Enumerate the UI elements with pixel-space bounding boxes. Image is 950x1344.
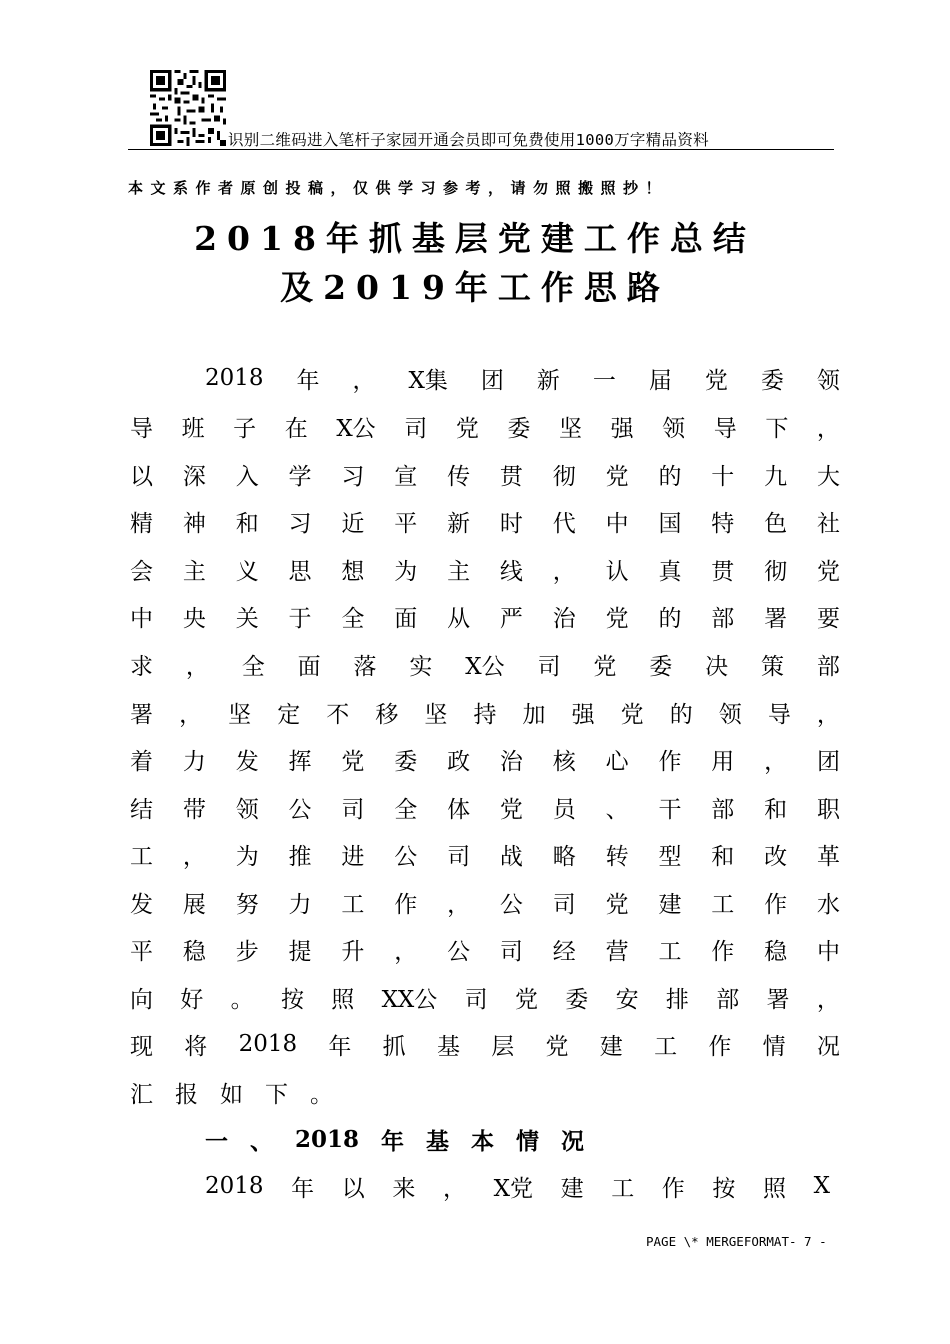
text-token: 改: [764, 843, 788, 870]
body-line: [130, 649, 840, 679]
text-token: 下: [265, 1081, 288, 1108]
text-token: 2018: [238, 1031, 298, 1057]
body-line: [130, 411, 840, 441]
text-token: 十: [711, 463, 735, 490]
body-line: [130, 839, 840, 869]
text-token: 署: [764, 605, 788, 632]
text-token: 近: [341, 510, 365, 537]
text-token: 干: [658, 796, 682, 823]
text-token: X公: [336, 415, 376, 442]
text-token: 照: [331, 986, 355, 1013]
body-line: [205, 1171, 830, 1201]
text-token: 照: [763, 1175, 787, 1202]
text-token: 司: [341, 796, 365, 823]
text-token: 关: [235, 605, 259, 632]
text-token: 求: [130, 653, 153, 680]
text-token: 强: [610, 415, 634, 442]
text-token: 建: [560, 1175, 584, 1202]
text-token: 战: [499, 843, 523, 870]
text-token: 工: [611, 1175, 635, 1202]
text-token: 工: [130, 843, 153, 870]
text-token: 新: [447, 510, 471, 537]
text-token: 领: [662, 415, 686, 442]
text-token: 体: [447, 796, 471, 823]
text-token: 治: [499, 748, 523, 775]
text-token: 主: [447, 558, 471, 585]
text-token: 党: [620, 701, 644, 728]
text-token: ，: [816, 986, 840, 1013]
text-token: 结: [130, 796, 153, 823]
body-line: [130, 982, 840, 1012]
text-token: 学: [288, 463, 312, 490]
text-token: 深: [182, 463, 206, 490]
text-token: 基: [436, 1033, 460, 1060]
text-token: 的: [658, 463, 682, 490]
text-token: 司: [464, 986, 488, 1013]
text-token: 司: [537, 653, 561, 680]
text-token: 和: [764, 796, 788, 823]
text-token: 届: [648, 367, 672, 394]
text-token: 为: [394, 558, 418, 585]
text-token: 署: [766, 986, 790, 1013]
text-token: 党: [341, 748, 365, 775]
text-token: 进: [341, 843, 365, 870]
text-token: 以: [130, 463, 153, 490]
text-token: 宣: [394, 463, 418, 490]
text-token: 安: [615, 986, 639, 1013]
text-token: 习: [341, 463, 365, 490]
text-token: 和: [711, 843, 735, 870]
text-token: 从: [447, 605, 471, 632]
text-token: 公: [447, 938, 471, 965]
text-token: 九: [764, 463, 788, 490]
text-token: 公: [499, 891, 523, 918]
text-token: 汇: [130, 1081, 153, 1108]
text-token: 作: [708, 1033, 732, 1060]
header-rule: [128, 149, 834, 150]
text-token: 党: [605, 605, 629, 632]
body-line: [130, 459, 840, 489]
text-token: XX公: [381, 986, 438, 1013]
text-token: 推: [288, 843, 312, 870]
text-token: 于: [288, 605, 312, 632]
text-token: 公: [394, 843, 418, 870]
text-token: 习: [288, 510, 312, 537]
body-line: [130, 601, 840, 631]
text-token: 色: [764, 510, 788, 537]
text-token: 建: [658, 891, 682, 918]
text-token: 报: [175, 1081, 198, 1108]
text-token: 着: [130, 748, 153, 775]
text-token: 全: [241, 653, 265, 680]
text-token: 年: [296, 367, 320, 394]
text-token: 想: [341, 558, 365, 585]
body-line: [130, 744, 840, 774]
text-token: 委: [649, 653, 673, 680]
text-token: 党: [499, 796, 523, 823]
text-token: 下: [765, 415, 789, 442]
text-token: ，: [816, 701, 840, 728]
text-token: 司: [499, 938, 523, 965]
text-token: 带: [182, 796, 206, 823]
text-token: 全: [394, 796, 418, 823]
text-token: 力: [182, 748, 206, 775]
text-token: 以: [341, 1175, 365, 1202]
text-token: 司: [404, 415, 428, 442]
text-token: 中: [130, 605, 153, 632]
text-token: 会: [130, 558, 153, 585]
text-token: 略: [552, 843, 576, 870]
text-token: 的: [658, 605, 682, 632]
text-token: 员: [552, 796, 576, 823]
text-token: 传: [447, 463, 471, 490]
text-token: 治: [552, 605, 576, 632]
text-token: 转: [605, 843, 629, 870]
text-token: 落: [353, 653, 377, 680]
body-line: [130, 1029, 840, 1059]
body-line: [130, 1077, 355, 1107]
text-token: 和: [235, 510, 259, 537]
text-token: 彻: [552, 463, 576, 490]
text-token: 移: [375, 701, 399, 728]
text-token: 平: [394, 510, 418, 537]
text-token: 导: [130, 415, 153, 442]
text-token: 入: [235, 463, 259, 490]
text-token: 央: [182, 605, 206, 632]
text-token: 党: [605, 463, 629, 490]
page-number-field: PAGE \* MERGEFORMAT- 7 -: [646, 1234, 827, 1249]
copyright-notice: 本文系作者原创投稿，仅供学习参考，请勿照搬照抄！: [128, 179, 669, 197]
text-token: 的: [669, 701, 693, 728]
document-title-line-1: 2018年抓基层党建工作总结: [194, 219, 756, 258]
text-token: 向: [130, 986, 153, 1013]
text-token: 精: [130, 510, 153, 537]
text-token: 年: [381, 1127, 405, 1155]
text-token: 面: [297, 653, 321, 680]
text-token: 班: [181, 415, 205, 442]
text-token: 发: [235, 748, 259, 775]
body-line: [205, 363, 840, 393]
text-token: 决: [705, 653, 729, 680]
text-token: 发: [130, 891, 153, 918]
text-token: 、: [605, 796, 629, 823]
text-token: 政: [447, 748, 471, 775]
text-token: 展: [182, 891, 206, 918]
text-token: 坚: [228, 701, 252, 728]
text-token: 全: [341, 605, 365, 632]
text-token: ，: [185, 653, 209, 680]
text-token: 稳: [764, 938, 788, 965]
text-token: 挥: [288, 748, 312, 775]
text-token: ，: [552, 558, 576, 585]
document-title-line-2: 及2019年工作思路: [280, 268, 670, 307]
text-token: 强: [571, 701, 595, 728]
text-token: 真: [658, 558, 682, 585]
text-token: 面: [394, 605, 418, 632]
text-token: 中: [816, 938, 840, 965]
text-token: 平: [130, 938, 153, 965]
text-token: 工: [711, 891, 735, 918]
text-token: 。: [230, 986, 254, 1013]
text-token: 好: [180, 986, 204, 1013]
text-token: 公: [288, 796, 312, 823]
text-token: 主: [182, 558, 206, 585]
text-token: 神: [182, 510, 206, 537]
text-token: 线: [499, 558, 523, 585]
text-token: 建: [599, 1033, 623, 1060]
text-token: 来: [392, 1175, 416, 1202]
body-line: [130, 887, 840, 917]
text-token: ，: [442, 1175, 466, 1202]
text-token: 部: [716, 986, 740, 1013]
text-token: 年: [291, 1175, 315, 1202]
text-token: X: [813, 1173, 830, 1199]
text-token: 委: [760, 367, 784, 394]
text-token: 中: [605, 510, 629, 537]
text-token: 社: [816, 510, 840, 537]
text-token: 领: [235, 796, 259, 823]
text-token: 基: [426, 1127, 450, 1155]
body-line: [130, 697, 840, 727]
text-token: 稳: [182, 938, 206, 965]
text-token: 国: [658, 510, 682, 537]
text-token: ，: [764, 748, 788, 775]
text-token: 党: [455, 415, 479, 442]
text-token: 况: [816, 1033, 840, 1060]
text-token: 部: [711, 796, 735, 823]
text-token: 作: [394, 891, 418, 918]
text-token: 工: [341, 891, 365, 918]
text-token: 党: [514, 986, 538, 1013]
text-token: 代: [552, 510, 576, 537]
text-token: 司: [447, 843, 471, 870]
body-line: [130, 506, 840, 536]
text-token: 委: [507, 415, 531, 442]
text-token: 排: [665, 986, 689, 1013]
text-token: 领: [718, 701, 742, 728]
text-token: 2018: [205, 365, 264, 391]
text-token: 部: [816, 653, 840, 680]
text-token: 党: [605, 891, 629, 918]
text-token: 作: [764, 891, 788, 918]
text-token: 党: [704, 367, 728, 394]
text-token: 2018: [295, 1125, 360, 1153]
text-token: 水: [816, 891, 840, 918]
text-token: 时: [499, 510, 523, 537]
text-token: 职: [816, 796, 840, 823]
text-token: 现: [130, 1033, 153, 1060]
body-line: [130, 792, 840, 822]
text-token: 心: [605, 748, 629, 775]
text-token: 要: [816, 605, 840, 632]
text-token: 党: [545, 1033, 569, 1060]
text-token: 情: [516, 1127, 540, 1155]
text-token: 导: [713, 415, 737, 442]
text-token: ，: [182, 843, 206, 870]
text-token: 升: [341, 938, 365, 965]
text-token: 况: [561, 1127, 585, 1155]
text-token: ，: [352, 367, 376, 394]
text-token: 认: [605, 558, 629, 585]
text-token: 坚: [559, 415, 582, 442]
text-token: ，: [447, 891, 471, 918]
text-token: 核: [552, 748, 576, 775]
text-token: X党: [493, 1175, 533, 1202]
header-note: 识别二维码进入笔杆子家园开通会员即可免费使用1000万字精品资料: [228, 131, 709, 149]
qr-code-icon: [150, 70, 226, 146]
text-token: 作: [711, 938, 735, 965]
text-token: 持: [473, 701, 497, 728]
text-token: 工: [654, 1033, 678, 1060]
text-token: X集: [408, 367, 448, 394]
text-token: 型: [658, 843, 682, 870]
text-token: 坚: [424, 701, 448, 728]
text-token: 抓: [382, 1033, 406, 1060]
text-token: 提: [288, 938, 312, 965]
text-token: ，: [179, 701, 203, 728]
text-token: 如: [220, 1081, 243, 1108]
text-token: 作: [658, 748, 682, 775]
text-token: 部: [711, 605, 735, 632]
body-line: [130, 934, 840, 964]
text-token: 严: [499, 605, 523, 632]
text-token: 委: [565, 986, 589, 1013]
text-token: 经: [552, 938, 576, 965]
text-token: 2018: [205, 1173, 264, 1199]
text-token: 司: [552, 891, 576, 918]
text-token: 将: [184, 1033, 208, 1060]
text-token: 特: [711, 510, 735, 537]
text-token: 大: [816, 463, 840, 490]
text-token: 团: [480, 367, 504, 394]
text-token: 委: [394, 748, 418, 775]
text-token: 不: [326, 701, 350, 728]
text-token: 一: [205, 1127, 228, 1155]
text-token: 营: [605, 938, 629, 965]
text-token: 策: [761, 653, 784, 680]
text-token: X公: [465, 653, 505, 680]
text-token: 加: [522, 701, 546, 728]
text-token: 努: [235, 891, 259, 918]
section-heading: [205, 1124, 606, 1154]
text-token: 、: [250, 1127, 273, 1155]
text-token: 新: [536, 367, 560, 394]
text-token: 彻: [764, 558, 788, 585]
text-token: 党: [816, 558, 840, 585]
text-token: 情: [762, 1033, 786, 1060]
text-token: 定: [277, 701, 301, 728]
text-token: 子: [233, 415, 257, 442]
body-line: [130, 554, 840, 584]
text-token: 年: [328, 1033, 352, 1060]
text-token: 署: [130, 701, 153, 728]
text-token: 作: [661, 1175, 685, 1202]
text-token: 党: [593, 653, 617, 680]
text-token: 一: [592, 367, 616, 394]
text-token: 思: [288, 558, 312, 585]
text-token: ，: [394, 938, 418, 965]
text-token: 工: [658, 938, 682, 965]
text-token: 按: [712, 1175, 736, 1202]
text-token: 义: [235, 558, 259, 585]
text-token: 层: [491, 1033, 515, 1060]
text-token: 领: [816, 367, 840, 394]
text-token: 为: [235, 843, 259, 870]
text-token: 按: [280, 986, 304, 1013]
text-token: 革: [816, 843, 840, 870]
text-token: 团: [816, 748, 840, 775]
text-token: 实: [409, 653, 433, 680]
text-token: 在: [284, 415, 308, 442]
text-token: ，: [816, 415, 840, 442]
text-token: 导: [767, 701, 791, 728]
text-token: 贯: [711, 558, 735, 585]
text-token: 力: [288, 891, 312, 918]
text-token: 贯: [499, 463, 523, 490]
text-token: 用: [711, 748, 735, 775]
text-token: 本: [471, 1127, 495, 1155]
text-token: 。: [310, 1081, 333, 1108]
text-token: 步: [235, 938, 259, 965]
